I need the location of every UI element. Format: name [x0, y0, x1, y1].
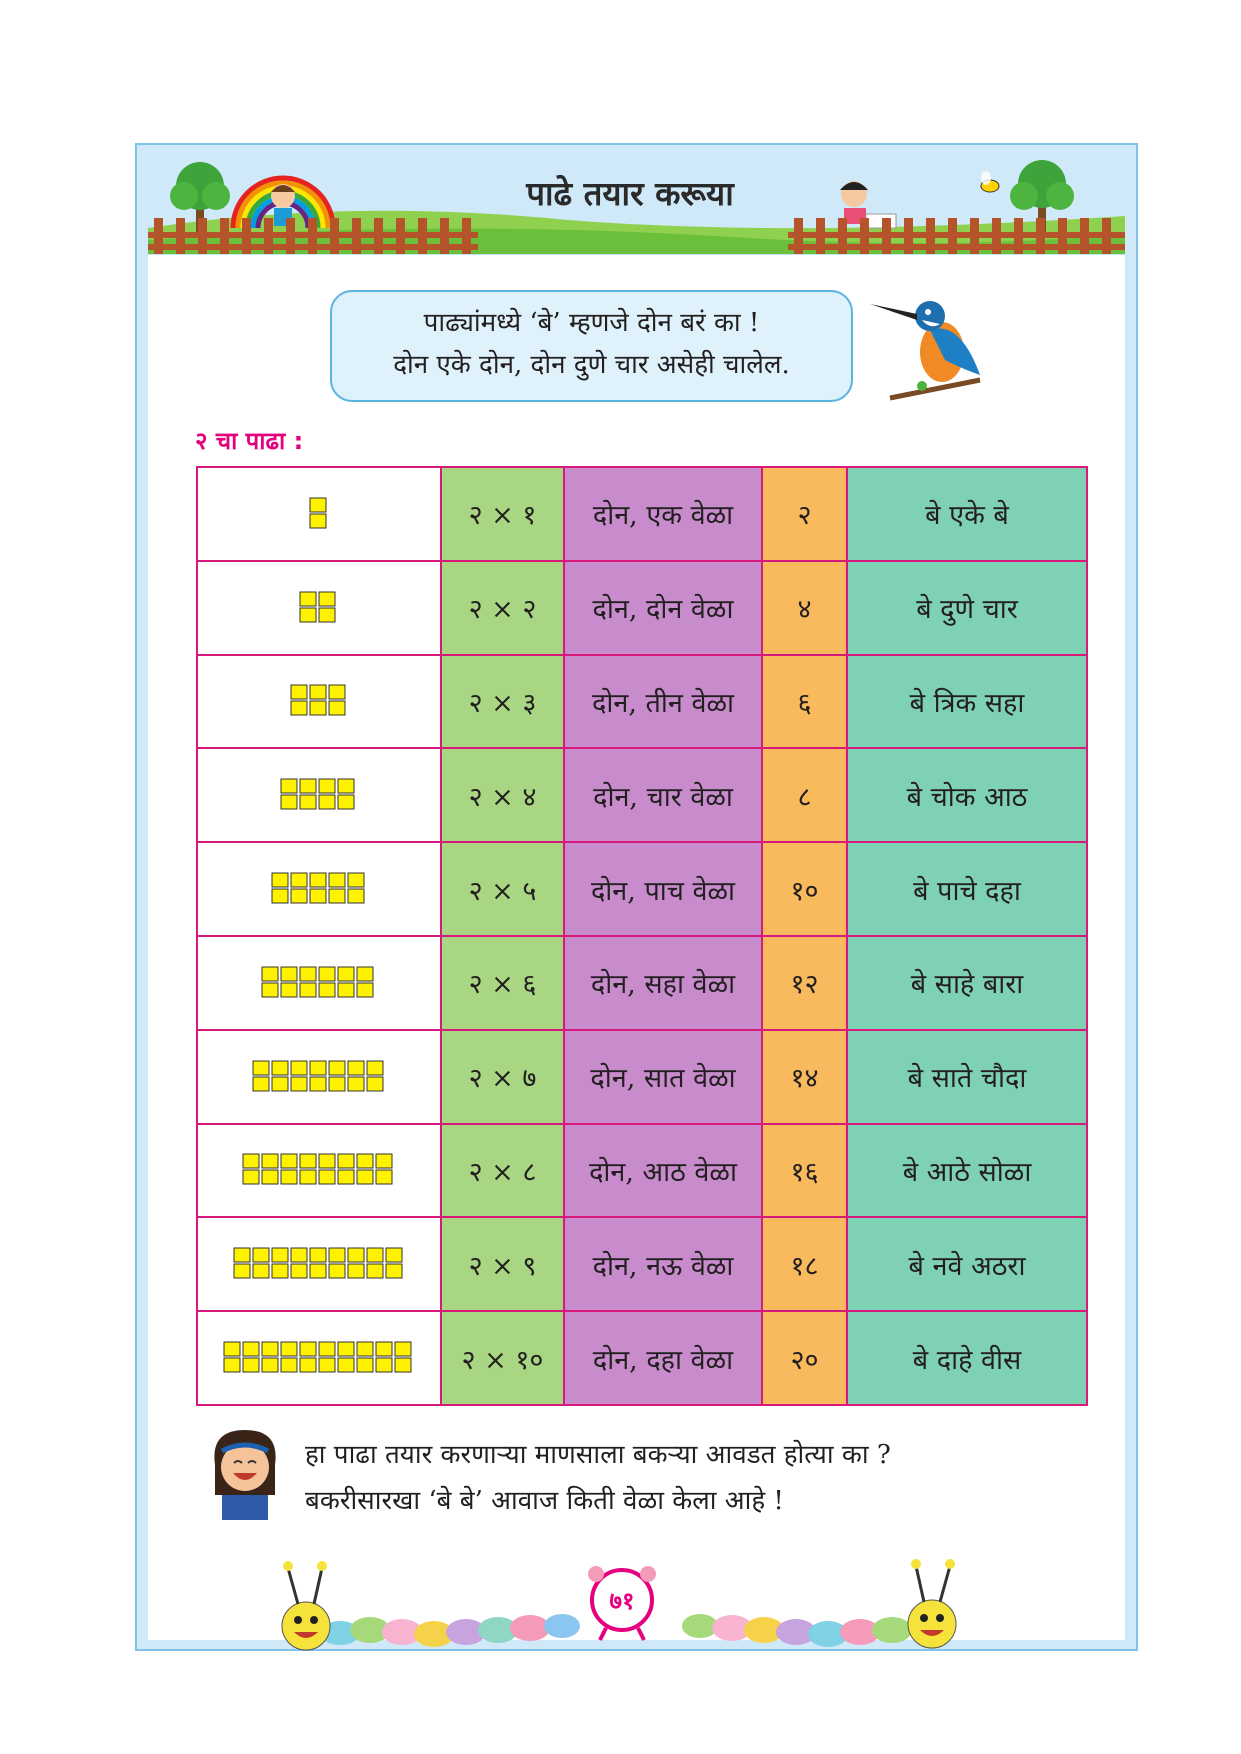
- cube-block: [310, 514, 326, 528]
- expression-cell: २ × ४: [441, 748, 564, 842]
- answer-cell: ६: [762, 655, 847, 749]
- cube-block: [262, 1170, 278, 1184]
- cube-block: [367, 1061, 383, 1075]
- cube-block: [291, 1077, 307, 1091]
- table-row: [197, 1311, 1087, 1405]
- cube-blocks-icon: [260, 965, 378, 1001]
- cube-block: [329, 685, 345, 699]
- rhyme-cell: बे त्रिक सहा: [847, 655, 1087, 749]
- cube-block: [224, 1358, 240, 1372]
- expression-cell: २ × ९: [441, 1217, 564, 1311]
- cube-block: [329, 701, 345, 715]
- cube-block: [376, 1342, 392, 1356]
- expression-cell: २ × ६: [441, 936, 564, 1030]
- words-cell: दोन, सात वेळा: [564, 1030, 762, 1124]
- expression-cell: २ × १०: [441, 1311, 564, 1405]
- speech-line: दोन एके दोन, दोन दुणे चार असेही चालेल.: [393, 350, 790, 380]
- block-illustration-cell: [197, 748, 441, 842]
- cube-blocks-icon: [270, 871, 369, 907]
- words-cell: दोन, एक वेळा: [564, 467, 762, 561]
- cube-block: [348, 873, 364, 887]
- cube-block: [348, 1061, 364, 1075]
- cube-block: [300, 1342, 316, 1356]
- cube-block: [319, 779, 335, 793]
- rhyme-cell: बे नवे अठरा: [847, 1217, 1087, 1311]
- cube-block: [310, 1061, 326, 1075]
- cube-block: [291, 1248, 307, 1262]
- cube-block: [319, 795, 335, 809]
- block-illustration-cell: [197, 655, 441, 749]
- cube-block: [348, 1248, 364, 1262]
- cube-block: [234, 1264, 250, 1278]
- cube-block: [272, 1061, 288, 1075]
- block-illustration-cell: [197, 1217, 441, 1311]
- answer-cell: ८: [762, 748, 847, 842]
- block-illustration-cell: [197, 842, 441, 936]
- caterpillar-head-right-icon: [908, 1559, 956, 1648]
- cube-block: [329, 1061, 345, 1075]
- cube-block: [262, 1154, 278, 1168]
- cube-block: [319, 1154, 335, 1168]
- cube-block: [281, 967, 297, 981]
- cube-block: [262, 983, 278, 997]
- cube-block: [291, 1061, 307, 1075]
- cube-block: [376, 1358, 392, 1372]
- rhyme-cell: बे साते चौदा: [847, 1030, 1087, 1124]
- footer-line: हा पाढा तयार करणाऱ्या माणसाला बकऱ्या आवडत होत्या का ?: [305, 1440, 891, 1470]
- footer-question: [305, 1432, 891, 1524]
- cube-block: [329, 889, 345, 903]
- cube-block: [310, 889, 326, 903]
- cube-block: [319, 983, 335, 997]
- cube-block: [300, 795, 316, 809]
- cube-block: [272, 1264, 288, 1278]
- expression-cell: २ × २: [441, 561, 564, 655]
- cube-blocks-icon: [289, 683, 350, 719]
- caterpillar-head-left-icon: [282, 1561, 330, 1650]
- cube-block: [310, 1248, 326, 1262]
- expression-cell: २ × ७: [441, 1030, 564, 1124]
- cube-block: [319, 592, 335, 606]
- cube-block: [310, 701, 326, 715]
- cube-block: [253, 1264, 269, 1278]
- cube-block: [291, 1264, 307, 1278]
- table-row: [197, 936, 1087, 1030]
- cube-blocks-icon: [241, 1152, 397, 1188]
- cube-block: [310, 498, 326, 512]
- words-cell: दोन, दहा वेळा: [564, 1311, 762, 1405]
- cube-block: [376, 1170, 392, 1184]
- answer-cell: १६: [762, 1124, 847, 1218]
- cube-block: [253, 1077, 269, 1091]
- cube-block: [300, 1358, 316, 1372]
- rhyme-cell: बे पाचे दहा: [847, 842, 1087, 936]
- table-row: [197, 1030, 1087, 1124]
- cube-block: [300, 983, 316, 997]
- cube-block: [243, 1358, 259, 1372]
- cube-block: [357, 983, 373, 997]
- words-cell: दोन, नऊ वेळा: [564, 1217, 762, 1311]
- cube-block: [281, 983, 297, 997]
- cube-block: [243, 1170, 259, 1184]
- cube-block: [300, 967, 316, 981]
- cube-block: [357, 1154, 373, 1168]
- block-illustration-cell: [197, 1311, 441, 1405]
- cube-blocks-icon: [279, 777, 359, 813]
- girl-laughing-icon: [200, 1425, 290, 1520]
- cube-block: [224, 1342, 240, 1356]
- cube-block: [348, 1264, 364, 1278]
- cube-block: [357, 1358, 373, 1372]
- cube-block: [338, 1358, 354, 1372]
- cube-block: [253, 1061, 269, 1075]
- cube-block: [300, 1170, 316, 1184]
- cube-blocks-icon: [251, 1059, 388, 1095]
- table-row: [197, 1124, 1087, 1218]
- cube-block: [281, 795, 297, 809]
- block-illustration-cell: [197, 561, 441, 655]
- cube-blocks-icon: [222, 1340, 416, 1376]
- speech-line: पाढ्यांमध्ये ‘बे’ म्हणजे दोन बरं का !: [423, 308, 760, 338]
- table-row: [197, 655, 1087, 749]
- cube-block: [300, 1154, 316, 1168]
- cube-block: [329, 1264, 345, 1278]
- cube-block: [272, 1077, 288, 1091]
- cube-block: [395, 1358, 411, 1372]
- cube-block: [338, 1154, 354, 1168]
- rhyme-cell: बे दाहे वीस: [847, 1311, 1087, 1405]
- table-row: [197, 467, 1087, 561]
- cube-block: [300, 592, 316, 606]
- cube-block: [291, 873, 307, 887]
- words-cell: दोन, तीन वेळा: [564, 655, 762, 749]
- cube-block: [243, 1154, 259, 1168]
- words-cell: दोन, दोन वेळा: [564, 561, 762, 655]
- cube-block: [338, 779, 354, 793]
- answer-cell: २०: [762, 1311, 847, 1405]
- table-row: [197, 842, 1087, 936]
- cube-block: [262, 967, 278, 981]
- page-title: पाढे तयार करूया: [526, 174, 734, 213]
- cube-blocks-icon: [308, 496, 331, 532]
- expression-cell: २ × ५: [441, 842, 564, 936]
- answer-cell: १०: [762, 842, 847, 936]
- cube-block: [319, 608, 335, 622]
- expression-cell: २ × १: [441, 467, 564, 561]
- cube-blocks-icon: [232, 1246, 407, 1282]
- rhyme-cell: बे एके बे: [847, 467, 1087, 561]
- answer-cell: ४: [762, 561, 847, 655]
- cube-block: [367, 1077, 383, 1091]
- cube-block: [281, 1154, 297, 1168]
- cube-block: [262, 1358, 278, 1372]
- rhyme-cell: बे दुणे चार: [847, 561, 1087, 655]
- cube-block: [253, 1248, 269, 1262]
- table-row: [197, 748, 1087, 842]
- cube-block: [376, 1154, 392, 1168]
- block-illustration-cell: [197, 1030, 441, 1124]
- cube-block: [291, 889, 307, 903]
- cube-block: [329, 1077, 345, 1091]
- answer-cell: २: [762, 467, 847, 561]
- cube-block: [281, 1342, 297, 1356]
- answer-cell: १८: [762, 1217, 847, 1311]
- block-illustration-cell: [197, 936, 441, 1030]
- cube-block: [310, 685, 326, 699]
- cube-block: [272, 873, 288, 887]
- table-row: [197, 1217, 1087, 1311]
- words-cell: दोन, चार वेळा: [564, 748, 762, 842]
- cube-block: [272, 1248, 288, 1262]
- cube-block: [319, 1170, 335, 1184]
- cube-block: [367, 1248, 383, 1262]
- cube-block: [319, 967, 335, 981]
- cube-block: [243, 1342, 259, 1356]
- multiplication-table: [196, 466, 1088, 1406]
- table-row: [197, 561, 1087, 655]
- cube-block: [348, 1077, 364, 1091]
- cube-block: [291, 685, 307, 699]
- cube-block: [310, 873, 326, 887]
- cube-block: [234, 1248, 250, 1262]
- cube-block: [357, 1170, 373, 1184]
- cube-block: [338, 1170, 354, 1184]
- cube-block: [319, 1358, 335, 1372]
- cube-block: [300, 608, 316, 622]
- cube-block: [329, 873, 345, 887]
- footer-line: बकरीसारखा ‘बे बे’ आवाज किती वेळा केला आहे !: [305, 1486, 784, 1516]
- cube-block: [395, 1342, 411, 1356]
- expression-cell: २ × ३: [441, 655, 564, 749]
- cube-block: [338, 795, 354, 809]
- rhyme-cell: बे आठे सोळा: [847, 1124, 1087, 1218]
- cube-block: [310, 1264, 326, 1278]
- cube-block: [281, 1170, 297, 1184]
- cube-block: [262, 1342, 278, 1356]
- cube-blocks-icon: [298, 590, 340, 626]
- cube-block: [300, 779, 316, 793]
- cube-block: [281, 779, 297, 793]
- words-cell: दोन, पाच वेळा: [564, 842, 762, 936]
- cube-block: [357, 967, 373, 981]
- cube-block: [386, 1264, 402, 1278]
- block-illustration-cell: [197, 467, 441, 561]
- page-number: ७१: [609, 1587, 635, 1615]
- answer-cell: १४: [762, 1030, 847, 1124]
- cube-block: [386, 1248, 402, 1262]
- cube-block: [348, 889, 364, 903]
- cube-block: [329, 1248, 345, 1262]
- cube-block: [338, 1342, 354, 1356]
- cube-block: [338, 983, 354, 997]
- cube-block: [281, 1358, 297, 1372]
- rhyme-cell: बे साहे बारा: [847, 936, 1087, 1030]
- cube-block: [367, 1264, 383, 1278]
- words-cell: दोन, आठ वेळा: [564, 1124, 762, 1218]
- cube-block: [357, 1342, 373, 1356]
- words-cell: दोन, सहा वेळा: [564, 936, 762, 1030]
- cube-block: [310, 1077, 326, 1091]
- cube-block: [291, 701, 307, 715]
- cube-block: [319, 1342, 335, 1356]
- kingfisher-bird-icon: [870, 290, 995, 405]
- rhyme-cell: बे चोक आठ: [847, 748, 1087, 842]
- expression-cell: २ × ८: [441, 1124, 564, 1218]
- cube-block: [272, 889, 288, 903]
- cube-block: [338, 967, 354, 981]
- speech-bubble: [330, 290, 853, 402]
- section-title: २ चा पाढा :: [195, 427, 304, 455]
- answer-cell: १२: [762, 936, 847, 1030]
- block-illustration-cell: [197, 1124, 441, 1218]
